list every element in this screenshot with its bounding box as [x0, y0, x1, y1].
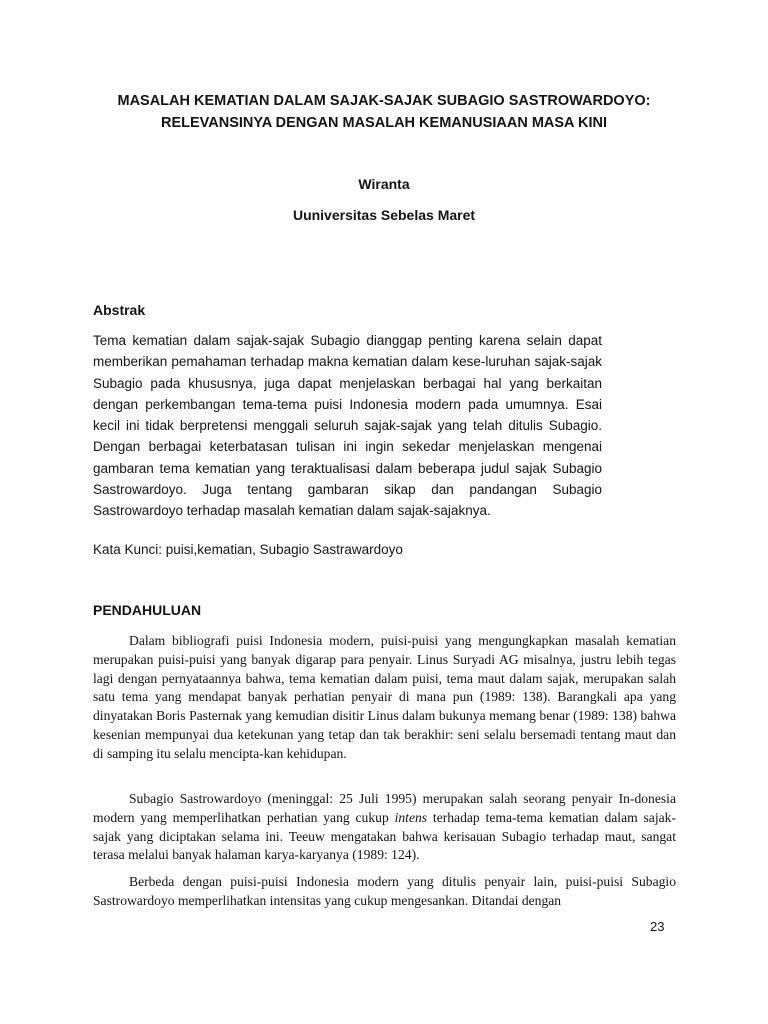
para2-italic-term: intens — [394, 809, 428, 825]
title-line-2: RELEVANSINYA DENGAN MASALAH KEMANUSIAAN MASA KINI — [160, 115, 608, 131]
body-paragraph-2 — [93, 790, 676, 865]
keywords: Kata Kunci: puisi,kematian, Subagio Sastrawardoyo — [93, 542, 403, 557]
para2-text-before: Subagio Sastrowardoyo (meninggal: 25 Juli 1995) merupakan salah seorang penyair In-donesia modern yang memperlihatkan perhatian yang cukup — [93, 791, 676, 825]
abstract-text: Tema kematian dalam sajak-sajak Subagio dianggap penting karena selain dapat memberikan pemahaman terhadap makna kematian dalam kese-luruhan sajak-sajak Subagio pada khususnya, juga dapat menjelaskan berbagai hal yang berkaitan dengan perkembangan tema-tema puisi Indonesia modern pada umumnya. Esai kecil ini tidak berpretensi menggali seluruh sajak-sajak yang telah ditulis Subagio. Dengan berbagai keterbatasan tulisan ini ingin sekedar menjelaskan mengenai gambaran tema kematian yang teraktualisasi dalam beberapa judul sajak Subagio Sastrowardoyo. Juga tentang gambaran sikap dan pandangan Subagio Sastrowardoyo terhadap masalah kematian dalam sajak-sajaknya. — [93, 333, 602, 519]
paper-title — [80, 90, 688, 134]
page-number: 23 — [650, 919, 665, 934]
title-line-1: MASALAH KEMATIAN DALAM SAJAK-SAJAK SUBAGIO SASTROWARDOYO: — [117, 93, 651, 109]
author-name: Wiranta — [358, 176, 410, 192]
section-heading-pendahuluan: PENDAHULUAN — [93, 602, 202, 618]
author-affiliation: Uuniversitas Sebelas Maret — [292, 207, 476, 223]
body-paragraph-1: Dalam bibliografi puisi Indonesia modern, puisi-puisi yang mengungkapkan masalah kematian merupakan puisi-puisi yang banyak digarap para penyair. Linus Suryadi AG misalnya, justru lebih tegas lagi dengan pernyataannya bahwa, tema kematian dalam puisi, tema maut dalam sajak, merupakan salah satu tema yang mendapat banyak perhatian penyair di mana pun (1989: 138). Barangkali apa yang dinyatakan Boris Pasternak yang kemudian disitir Linus dalam bukunya memang benar (1989: 138) bahwa kesenian mempunyai dua ketekunan yang tetap dan tak berakhir: seni selalu bersemadi tentang maut dan di samping itu selalu mencipta-kan kehidupan. — [93, 633, 676, 761]
para2-text-after: terhadap tema-tema kematian dalam sajak-sajak yang diciptakan selama ini. Teeuw mengatakan bahwa kerisauan Subagio terhadap maut, sangat terasa melalui banyak halaman karya-karyanya (1989: 124). — [93, 809, 676, 863]
abstract-heading: Abstrak — [93, 302, 146, 318]
body-paragraph-3: Berbeda dengan puisi-puisi Indonesia modern yang ditulis penyair lain, puisi-puisi Subagio Sastrowardoyo memperlihatkan intensitas yang cukup mengesankan. Ditandai dengan — [93, 874, 676, 908]
